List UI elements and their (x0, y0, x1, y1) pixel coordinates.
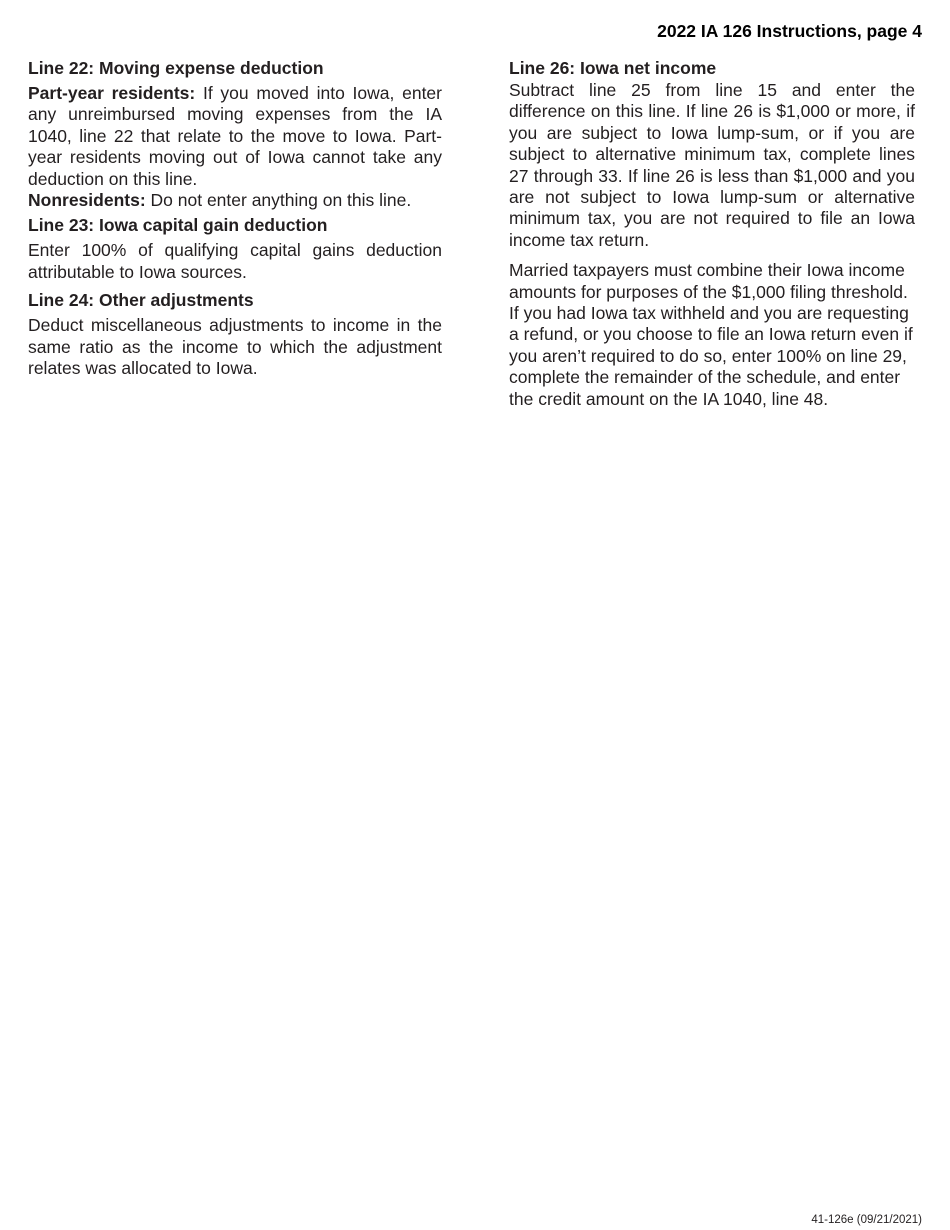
part-year-text: If you moved into Iowa, enter any unreimbursed moving expenses from the IA 1040, line 22 that relate to the move to Iowa. Part-year residents moving out of Iowa cannot take any deduction on this line. (28, 83, 442, 189)
part-year-paragraph (28, 83, 442, 190)
line22-heading: Line 22: Moving expense deduction (28, 58, 324, 78)
part-year-label: Part-year residents: (28, 83, 196, 103)
line23-paragraph: Enter 100% of qualifying capital gains deduction attributable to Iowa sources. (28, 240, 442, 282)
nonresidents-label: Nonresidents: (28, 190, 146, 211)
line26-paragraph-1: Subtract line 25 from line 15 and enter the difference on this line. If line 26 is $1,000 or more, if you are subject to Iowa lump-sum, or if you are subject to alternative minimum tax, complete lines 27 through 33. If line 26 is less than $1,000 and you are not subject to Iowa lump-sum or alternative minimum tax, you are not required to file an Iowa income tax return. (509, 80, 915, 250)
line26-paragraph-2: Married taxpayers must combine their Iowa income amounts for purposes of the $1,000 filing threshold. If you had Iowa tax withheld and you are requesting a refund, or you choose to file an Iowa return even if you aren’t required to do so, enter 100% on line 29, complete the remainder of the schedule, and enter the credit amount on the IA 1040, line 48. (509, 260, 913, 409)
line23-heading: Line 23: Iowa capital gain deduction (28, 215, 328, 236)
line24-heading: Line 24: Other adjustments (28, 290, 254, 311)
left-column (28, 54, 442, 379)
right-column (509, 54, 915, 410)
nonresidents-text: Do not enter anything on this line. (145, 190, 412, 211)
nonresidents-paragraph (28, 190, 442, 211)
line24-paragraph: Deduct miscellaneous adjustments to income in the same ratio as the income to which the adjustment relates was allocated to Iowa. (28, 315, 442, 379)
page-title: 2022 IA 126 Instructions, page 4 (657, 21, 922, 41)
line26-heading: Line 26: Iowa net income (509, 58, 717, 78)
form-code: 41-126e (09/21/2021) (811, 1214, 922, 1226)
